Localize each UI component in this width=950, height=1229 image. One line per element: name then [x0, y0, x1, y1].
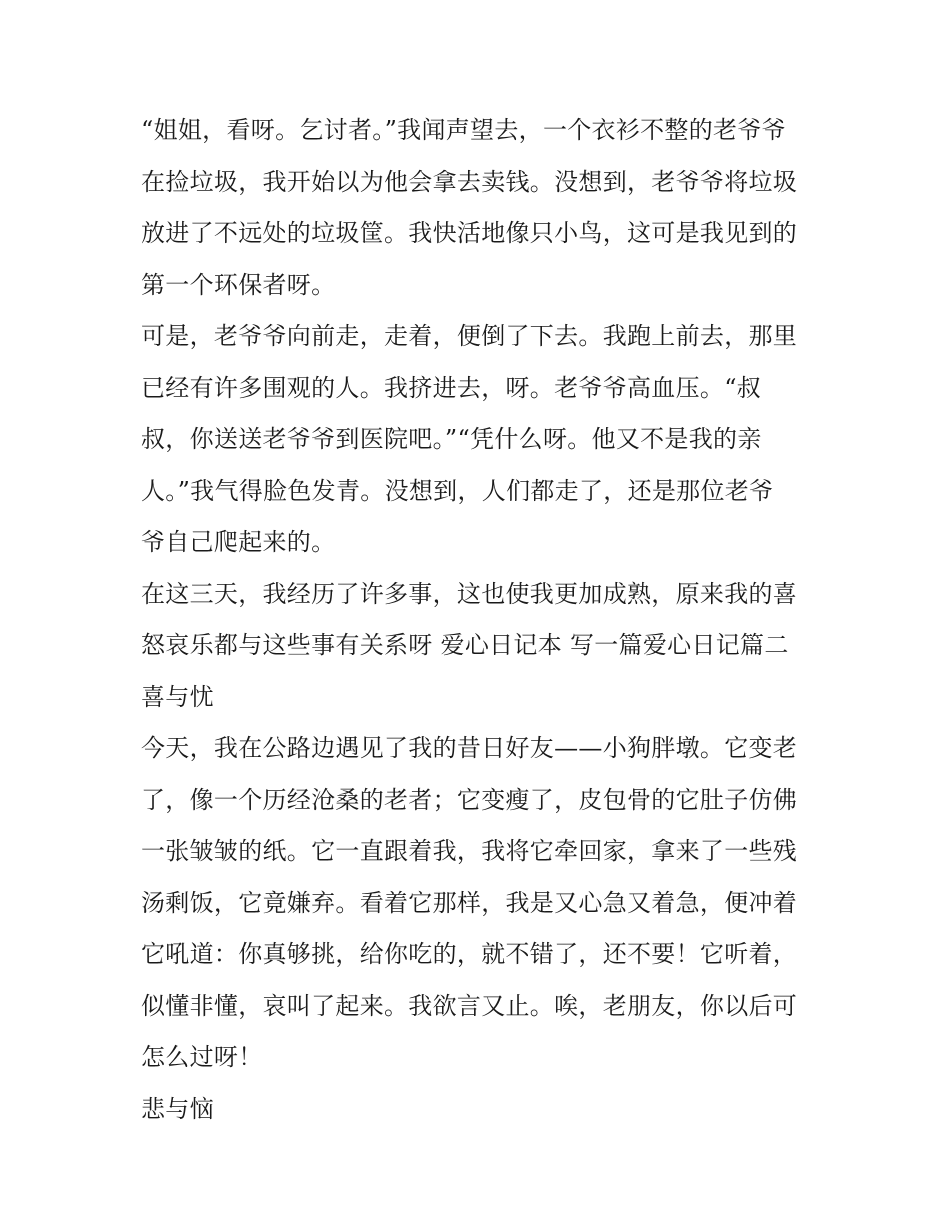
text-line: 叔，你送送老爷爷到医院吧。”“凭什么呀。他又不是我的亲: [141, 425, 762, 453]
text-line: “姐姐，看呀。乞讨者。”我闻声望去，一个衣衫不整的老爷爷: [141, 116, 786, 144]
text-line: 已经有许多围观的人。我挤进去，呀。老爷爷高血压。“叔: [141, 373, 762, 402]
section-heading: 悲与恼: [141, 1094, 214, 1123]
text-line: 似懂非懂，哀叫了起来。我欲言又止。唉，老朋友，你以后可: [141, 991, 798, 1020]
text-line: 怎么过呀！: [141, 1043, 263, 1071]
text-line: 第一个环保者呀。: [141, 270, 336, 299]
text-line: 可是，老爷爷向前走，走着，便倒了下去。我跑上前去，那里: [141, 322, 798, 350]
text-line: 它吼道：你真够挑，给你吃的，就不错了，还不要！它听着，: [141, 940, 798, 968]
text-line: 怒哀乐都与这些事有关系呀 爱心日记本 写一篇爱心日记篇二: [141, 631, 789, 659]
text-line: 今天，我在公路边遇见了我的昔日好友——小狗胖墩。它变老: [141, 734, 798, 762]
section-heading: 喜与忧: [141, 682, 214, 711]
text-line: 一张皱皱的纸。它一直跟着我，我将它牵回家，拿来了一些残: [141, 837, 798, 865]
text-line: 了，像一个历经沧桑的老者；它变瘦了，皮包骨的它肚子仿佛: [141, 785, 798, 814]
document-body: [141, 105, 821, 1135]
text-line: 爷自己爬起来的。: [141, 528, 336, 556]
text-line: 放进了不远处的垃圾筐。我快活地像只小鸟，这可是我见到的: [141, 219, 798, 247]
text-line: 在这三天，我经历了许多事，这也使我更加成熟，原来我的喜: [141, 579, 798, 608]
text-line: 汤剩饭，它竟嫌弃。看着它那样，我是又心急又着急，便冲着: [141, 888, 798, 917]
text-line: 在捡垃圾，我开始以为他会拿去卖钱。没想到，老爷爷将垃圾: [141, 167, 798, 196]
text-line: 人。”我气得脸色发青。没想到，人们都走了，还是那位老爷: [141, 476, 774, 505]
